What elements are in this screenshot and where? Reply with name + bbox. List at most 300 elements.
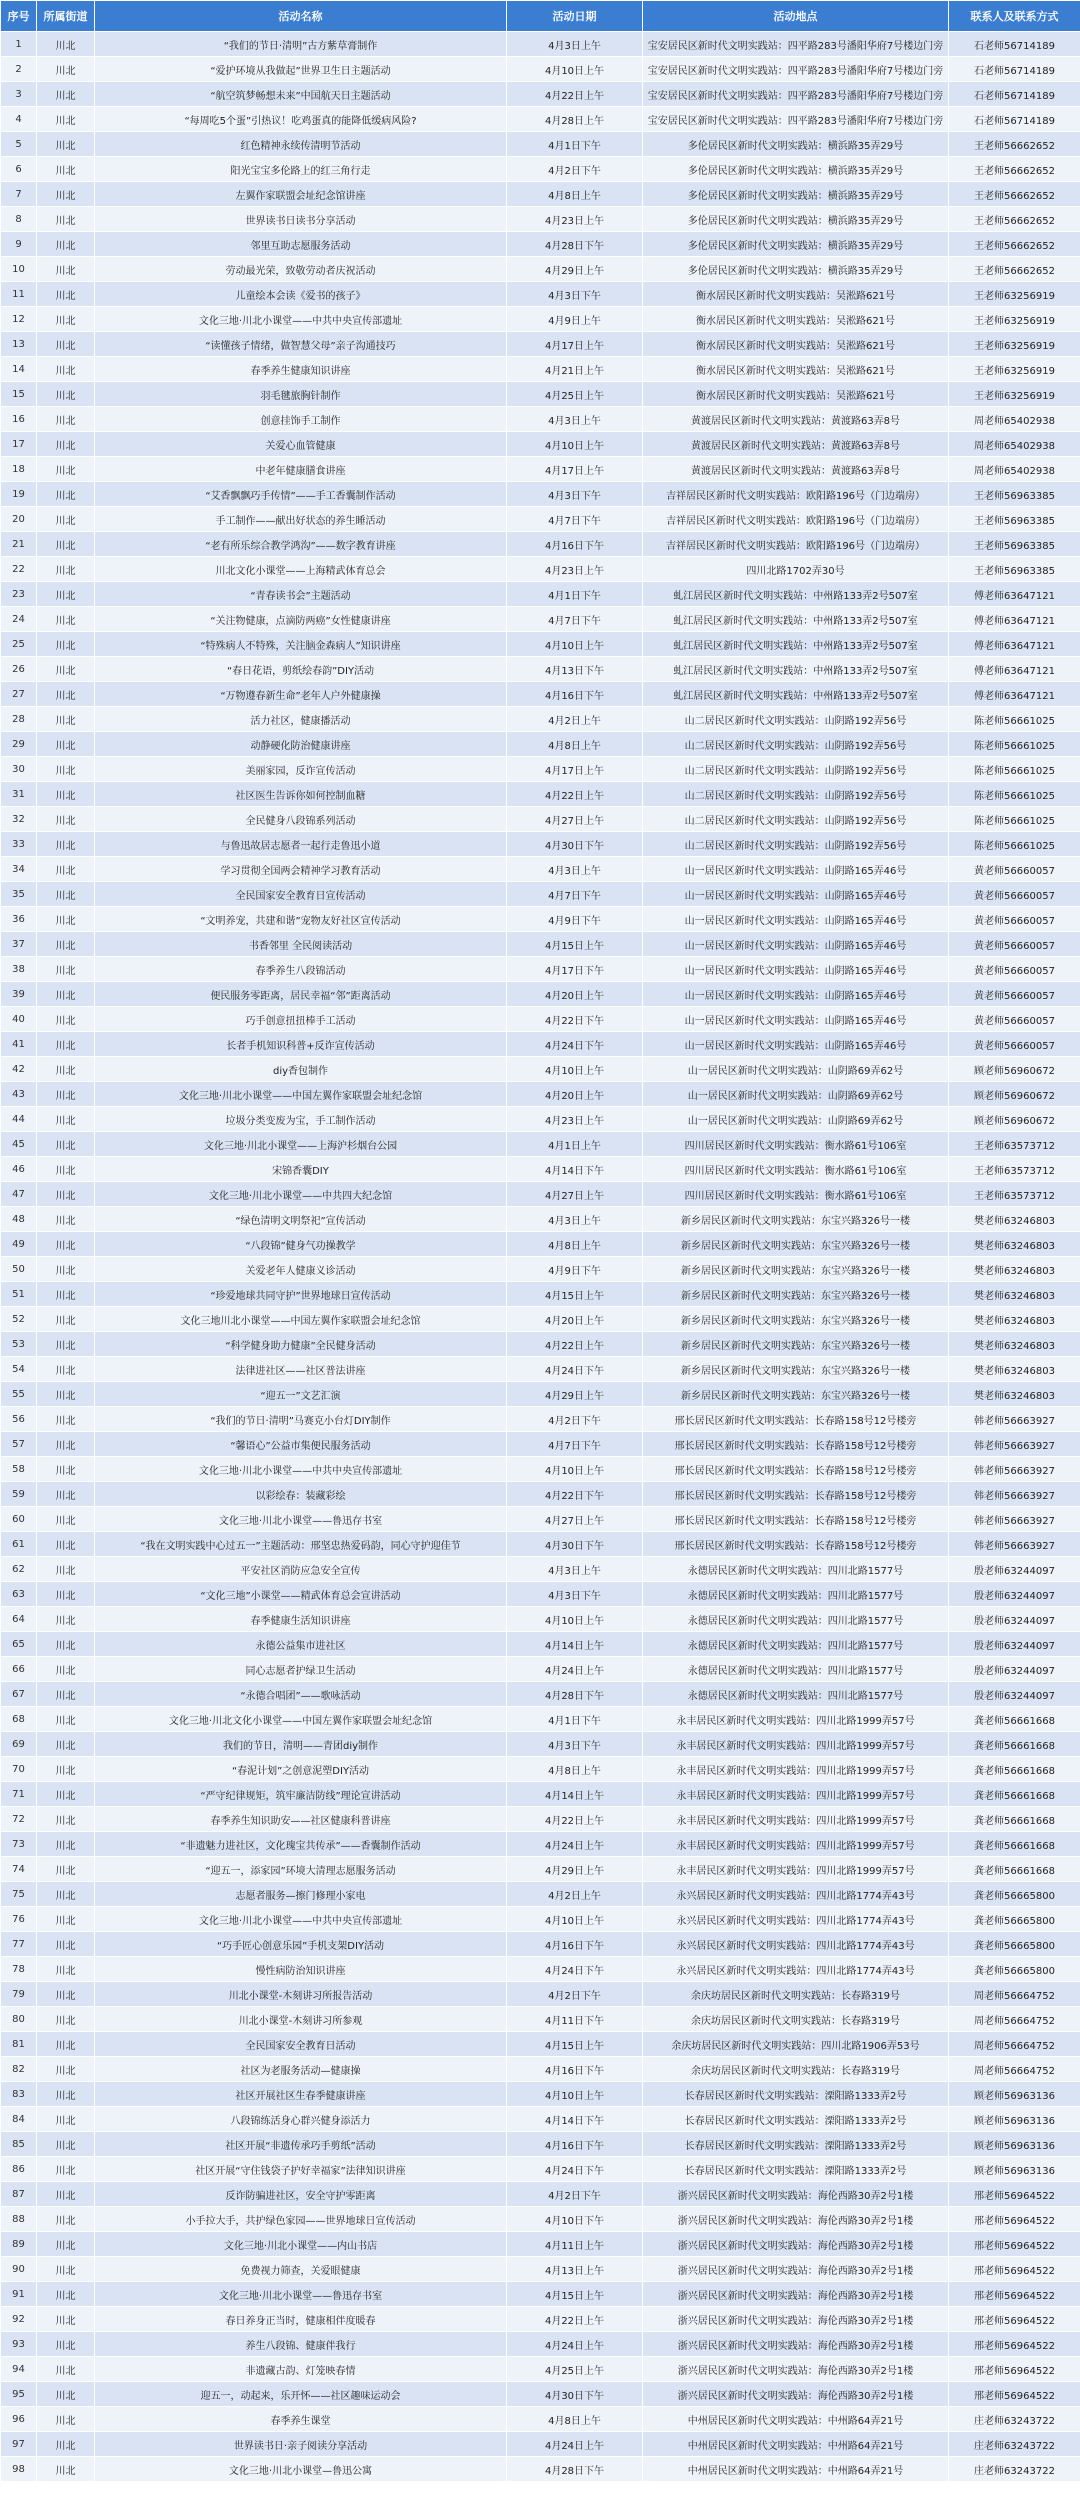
cell-street: 川北 <box>37 282 95 307</box>
cell-activity-date: 4月7日下午 <box>507 882 643 907</box>
cell-street: 川北 <box>37 2307 95 2332</box>
cell-activity-location: 山一居民区新时代文明实践站：山阴路165弄46号 <box>643 982 949 1007</box>
cell-serial: 57 <box>1 1432 37 1457</box>
cell-serial: 68 <box>1 1707 37 1732</box>
cell-street: 川北 <box>37 807 95 832</box>
cell-activity-location: 宝安居民区新时代文明实践站：四平路283号潘阳华府7号楼边门旁 <box>643 32 949 57</box>
cell-street: 川北 <box>37 2407 95 2432</box>
cell-serial: 26 <box>1 657 37 682</box>
cell-activity-location: 余庆坊居民区新时代文明实践站：长春路319号 <box>643 2007 949 2032</box>
cell-activity-date: 4月16日下午 <box>507 2132 643 2157</box>
cell-serial: 27 <box>1 682 37 707</box>
table-row <box>1 2057 1080 2082</box>
cell-activity-name: 文化三地·川北小课堂——中共中央宣传部遗址 <box>95 1907 507 1932</box>
cell-contact: 王老师63256919 <box>949 332 1080 357</box>
table-row <box>1 2082 1080 2107</box>
cell-contact: 顾老师56963136 <box>949 2082 1080 2107</box>
cell-activity-name: 儿童绘本会读《爱书的孩子》 <box>95 282 507 307</box>
table-row <box>1 982 1080 1007</box>
cell-activity-date: 4月3日下午 <box>507 1582 643 1607</box>
cell-street: 川北 <box>37 857 95 882</box>
cell-street: 川北 <box>37 2257 95 2282</box>
cell-activity-name: 迎五一，动起来，乐开怀——社区趣味运动会 <box>95 2382 507 2407</box>
cell-street: 川北 <box>37 432 95 457</box>
cell-activity-name: “老有所乐综合教学鸿沟”——数字教育讲座 <box>95 532 507 557</box>
header-activity-location: 活动地点 <box>643 1 949 32</box>
table-row <box>1 57 1080 82</box>
cell-serial: 92 <box>1 2307 37 2332</box>
cell-contact: 龚老师56661668 <box>949 1807 1080 1832</box>
cell-contact: 殷老师63244097 <box>949 1682 1080 1707</box>
cell-street: 川北 <box>37 1957 95 1982</box>
cell-activity-date: 4月2日上午 <box>507 1882 643 1907</box>
cell-street: 川北 <box>37 332 95 357</box>
cell-serial: 97 <box>1 2432 37 2457</box>
cell-activity-location: 宝安居民区新时代文明实践站：四平路283号潘阳华府7号楼边门旁 <box>643 107 949 132</box>
cell-activity-location: 虬江居民区新时代文明实践站：中州路133弄2号507室 <box>643 607 949 632</box>
cell-activity-location: 多伦居民区新时代文明实践站：横浜路35弄29号 <box>643 232 949 257</box>
table-row <box>1 357 1080 382</box>
cell-serial: 55 <box>1 1382 37 1407</box>
cell-activity-date: 4月17日上午 <box>507 757 643 782</box>
cell-activity-name: 学习贯彻全国两会精神学习教育活动 <box>95 857 507 882</box>
cell-serial: 52 <box>1 1307 37 1332</box>
cell-contact: 傅老师63647121 <box>949 607 1080 632</box>
cell-activity-name: 文化三地·川北文化小课堂——中国左翼作家联盟会址纪念馆 <box>95 1707 507 1732</box>
cell-activity-name: 宋锦香囊DIY <box>95 1157 507 1182</box>
cell-activity-date: 4月17日下午 <box>507 957 643 982</box>
cell-activity-name: 与鲁迅故居志愿者一起行走鲁迅小道 <box>95 832 507 857</box>
cell-street: 川北 <box>37 1232 95 1257</box>
cell-contact: 王老师63256919 <box>949 382 1080 407</box>
cell-activity-name: 川北小课堂-木刻讲习所报告活动 <box>95 1982 507 2007</box>
cell-street: 川北 <box>37 132 95 157</box>
cell-contact: 邢老师56964522 <box>949 2307 1080 2332</box>
cell-activity-date: 4月24日下午 <box>507 1957 643 1982</box>
cell-serial: 2 <box>1 57 37 82</box>
cell-activity-date: 4月8日上午 <box>507 732 643 757</box>
cell-contact: 傅老师63647121 <box>949 682 1080 707</box>
cell-serial: 51 <box>1 1282 37 1307</box>
cell-street: 川北 <box>37 2132 95 2157</box>
cell-activity-name: 活力社区，健康播活动 <box>95 707 507 732</box>
cell-activity-location: 山一居民区新时代文明实践站：山阴路69弄62号 <box>643 1107 949 1132</box>
cell-activity-location: 永德居民区新时代文明实践站：四川北路1577号 <box>643 1607 949 1632</box>
cell-street: 川北 <box>37 407 95 432</box>
cell-serial: 96 <box>1 2407 37 2432</box>
cell-activity-date: 4月2日上午 <box>507 707 643 732</box>
cell-serial: 74 <box>1 1857 37 1882</box>
cell-serial: 94 <box>1 2357 37 2382</box>
cell-serial: 81 <box>1 2032 37 2057</box>
cell-activity-location: 山二居民区新时代文明实践站：山阴路192弄56号 <box>643 732 949 757</box>
cell-contact: 陈老师56661025 <box>949 807 1080 832</box>
cell-contact: 王老师63573712 <box>949 1182 1080 1207</box>
header-contact: 联系人及联系方式 <box>949 1 1080 32</box>
cell-contact: 王老师63573712 <box>949 1157 1080 1182</box>
cell-activity-date: 4月9日下午 <box>507 907 643 932</box>
cell-activity-date: 4月21日上午 <box>507 357 643 382</box>
cell-activity-name: “读懂孩子情绪，做智慧父母”亲子沟通技巧 <box>95 332 507 357</box>
cell-serial: 60 <box>1 1507 37 1532</box>
cell-street: 川北 <box>37 2232 95 2257</box>
cell-activity-name: 文化三地·川北小课堂——鲁迅存书室 <box>95 2282 507 2307</box>
cell-activity-date: 4月27日上午 <box>507 1507 643 1532</box>
table-row <box>1 257 1080 282</box>
cell-contact: 傅老师63647121 <box>949 632 1080 657</box>
cell-serial: 47 <box>1 1182 37 1207</box>
cell-activity-location: 永德居民区新时代文明实践站：四川北路1577号 <box>643 1557 949 1582</box>
table-row <box>1 2157 1080 2182</box>
cell-serial: 43 <box>1 1082 37 1107</box>
cell-activity-location: 新乡居民区新时代文明实践站：东宝兴路326号一楼 <box>643 1232 949 1257</box>
cell-activity-name: “文化三地”小课堂——精武体育总会宣讲活动 <box>95 1582 507 1607</box>
cell-serial: 58 <box>1 1457 37 1482</box>
cell-serial: 70 <box>1 1757 37 1782</box>
table-row <box>1 1732 1080 1757</box>
cell-activity-location: 永德居民区新时代文明实践站：四川北路1577号 <box>643 1682 949 1707</box>
cell-serial: 61 <box>1 1532 37 1557</box>
cell-serial: 24 <box>1 607 37 632</box>
cell-activity-name: “馨语心”公益市集便民服务活动 <box>95 1432 507 1457</box>
cell-street: 川北 <box>37 1032 95 1057</box>
cell-serial: 90 <box>1 2257 37 2282</box>
table-row <box>1 1507 1080 1532</box>
table-row <box>1 1382 1080 1407</box>
cell-activity-location: 多伦居民区新时代文明实践站：横浜路35弄29号 <box>643 182 949 207</box>
cell-street: 川北 <box>37 307 95 332</box>
cell-activity-name: 美丽家园，反诈宣传活动 <box>95 757 507 782</box>
cell-serial: 50 <box>1 1257 37 1282</box>
cell-activity-location: 新乡居民区新时代文明实践站：东宝兴路326号一楼 <box>643 1307 949 1332</box>
cell-activity-date: 4月3日上午 <box>507 1207 643 1232</box>
cell-activity-date: 4月11日下午 <box>507 2007 643 2032</box>
cell-street: 川北 <box>37 1357 95 1382</box>
cell-activity-location: 山二居民区新时代文明实践站：山阴路192弄56号 <box>643 707 949 732</box>
cell-activity-location: 四川居民区新时代文明实践站：衡水路61号106室 <box>643 1182 949 1207</box>
cell-contact: 陈老师56661025 <box>949 782 1080 807</box>
cell-street: 川北 <box>37 507 95 532</box>
cell-activity-location: 四川北路1702弄30号 <box>643 557 949 582</box>
cell-serial: 79 <box>1 1982 37 2007</box>
cell-activity-name: “巧手匠心创意乐园”手机支架DIY活动 <box>95 1932 507 1957</box>
table-row <box>1 2432 1080 2457</box>
cell-activity-date: 4月10日上午 <box>507 432 643 457</box>
cell-activity-location: 永兴居民区新时代文明实践站：四川北路1774弄43号 <box>643 1882 949 1907</box>
cell-contact: 王老师56662652 <box>949 132 1080 157</box>
cell-activity-name: 社区开展“非遗传承巧手剪纸”活动 <box>95 2132 507 2157</box>
cell-serial: 12 <box>1 307 37 332</box>
cell-contact: 顾老师56963136 <box>949 2107 1080 2132</box>
cell-contact: 石老师56714189 <box>949 57 1080 82</box>
cell-activity-name: “春日花语，剪纸绘春韵”DIY活动 <box>95 657 507 682</box>
table-row <box>1 582 1080 607</box>
cell-activity-location: 多伦居民区新时代文明实践站：横浜路35弄29号 <box>643 157 949 182</box>
table-row <box>1 2182 1080 2207</box>
cell-street: 川北 <box>37 1782 95 1807</box>
cell-activity-name: 文化三地·川北小课堂—鲁迅公寓 <box>95 2457 507 2482</box>
cell-activity-location: 中州居民区新时代文明实践站：中州路64弄21号 <box>643 2432 949 2457</box>
cell-serial: 66 <box>1 1657 37 1682</box>
cell-activity-date: 4月20日上午 <box>507 1082 643 1107</box>
cell-contact: 黄老师56660057 <box>949 982 1080 1007</box>
cell-contact: 陈老师56661025 <box>949 757 1080 782</box>
cell-activity-location: 山一居民区新时代文明实践站：山阴路69弄62号 <box>643 1057 949 1082</box>
cell-activity-name: “迎五一”文艺汇演 <box>95 1382 507 1407</box>
cell-serial: 64 <box>1 1607 37 1632</box>
cell-contact: 王老师56662652 <box>949 182 1080 207</box>
table-row <box>1 932 1080 957</box>
cell-serial: 1 <box>1 32 37 57</box>
cell-contact: 韩老师56663927 <box>949 1457 1080 1482</box>
cell-serial: 39 <box>1 982 37 1007</box>
cell-activity-date: 4月17日上午 <box>507 457 643 482</box>
cell-contact: 黄老师56660057 <box>949 907 1080 932</box>
cell-activity-date: 4月25日上午 <box>507 2357 643 2382</box>
cell-street: 川北 <box>37 607 95 632</box>
cell-street: 川北 <box>37 1507 95 1532</box>
cell-activity-name: “严守纪律规矩，筑牢廉洁防线”理论宣讲活动 <box>95 1782 507 1807</box>
table-row <box>1 1957 1080 1982</box>
cell-activity-name: 永德公益集市进社区 <box>95 1632 507 1657</box>
table-row <box>1 1757 1080 1782</box>
cell-activity-location: 余庆坊居民区新时代文明实践站：四川北路1906弄53号 <box>643 2032 949 2057</box>
cell-street: 川北 <box>37 2082 95 2107</box>
cell-activity-date: 4月16日下午 <box>507 2057 643 2082</box>
cell-activity-location: 多伦居民区新时代文明实践站：横浜路35弄29号 <box>643 207 949 232</box>
table-row <box>1 2332 1080 2357</box>
cell-serial: 71 <box>1 1782 37 1807</box>
cell-contact: 龚老师56665800 <box>949 1882 1080 1907</box>
table-row <box>1 2407 1080 2432</box>
cell-activity-date: 4月29日上午 <box>507 257 643 282</box>
table-row <box>1 1107 1080 1132</box>
cell-activity-location: 永丰居民区新时代文明实践站：四川北路1999弄57号 <box>643 1757 949 1782</box>
table-row <box>1 1282 1080 1307</box>
cell-activity-location: 余庆坊居民区新时代文明实践站：长春路319号 <box>643 1982 949 2007</box>
table-row <box>1 782 1080 807</box>
cell-contact: 殷老师63244097 <box>949 1557 1080 1582</box>
cell-activity-date: 4月24日上午 <box>507 2432 643 2457</box>
cell-serial: 67 <box>1 1682 37 1707</box>
cell-activity-date: 4月3日上午 <box>507 1557 643 1582</box>
cell-street: 川北 <box>37 832 95 857</box>
table-row <box>1 507 1080 532</box>
cell-activity-name: “八段锦”健身气功操教学 <box>95 1232 507 1257</box>
cell-activity-location: 浙兴居民区新时代文明实践站：海伦西路30弄2号1楼 <box>643 2232 949 2257</box>
cell-street: 川北 <box>37 1807 95 1832</box>
table-body <box>1 32 1080 2482</box>
cell-contact: 周老师65402938 <box>949 407 1080 432</box>
cell-serial: 73 <box>1 1832 37 1857</box>
cell-activity-location: 吉祥居民区新时代文明实践站：欧阳路196号（门边端房） <box>643 482 949 507</box>
cell-activity-location: 永丰居民区新时代文明实践站：四川北路1999弄57号 <box>643 1732 949 1757</box>
cell-street: 川北 <box>37 2382 95 2407</box>
table-row <box>1 857 1080 882</box>
cell-contact: 龚老师56665800 <box>949 1957 1080 1982</box>
cell-contact: 王老师56963385 <box>949 507 1080 532</box>
cell-activity-date: 4月16日下午 <box>507 1932 643 1957</box>
cell-activity-date: 4月10日上午 <box>507 2082 643 2107</box>
table-row <box>1 2107 1080 2132</box>
cell-contact: 殷老师63244097 <box>949 1657 1080 1682</box>
cell-activity-location: 黄渡居民区新时代文明实践站：黄渡路63弄8号 <box>643 457 949 482</box>
cell-activity-name: “我们的节日·清明”古方紫草膏制作 <box>95 32 507 57</box>
cell-street: 川北 <box>37 2107 95 2132</box>
cell-activity-location: 虬江居民区新时代文明实践站：中州路133弄2号507室 <box>643 632 949 657</box>
table-row <box>1 1932 1080 1957</box>
table-row <box>1 2132 1080 2157</box>
cell-activity-name: “每周吃5个蛋”引热议！吃鸡蛋真的能降低缓病风险? <box>95 107 507 132</box>
table-row <box>1 207 1080 232</box>
cell-activity-location: 多伦居民区新时代文明实践站：横浜路35弄29号 <box>643 257 949 282</box>
cell-street: 川北 <box>37 707 95 732</box>
cell-activity-location: 四川居民区新时代文明实践站：衡水路61号106室 <box>643 1132 949 1157</box>
cell-activity-location: 衡水居民区新时代文明实践站：吴淞路621号 <box>643 332 949 357</box>
cell-street: 川北 <box>37 257 95 282</box>
cell-street: 川北 <box>37 2357 95 2382</box>
cell-activity-name: “我在文明实践中心过五一”主题活动：邢坚忠热爱码韵，同心守护迎佳节 <box>95 1532 507 1557</box>
cell-serial: 87 <box>1 2182 37 2207</box>
cell-activity-name: 邻里互助志愿服务活动 <box>95 232 507 257</box>
table-row <box>1 2207 1080 2232</box>
cell-activity-name: 全民国家安全教育日宣传活动 <box>95 882 507 907</box>
cell-activity-name: 文化三地·川北小课堂——中共中央宣传部遗址 <box>95 1457 507 1482</box>
cell-serial: 28 <box>1 707 37 732</box>
table-row <box>1 1057 1080 1082</box>
cell-activity-date: 4月7日下午 <box>507 1432 643 1457</box>
cell-activity-location: 山一居民区新时代文明实践站：山阴路165弄46号 <box>643 1007 949 1032</box>
cell-serial: 17 <box>1 432 37 457</box>
cell-activity-date: 4月8日上午 <box>507 182 643 207</box>
cell-street: 川北 <box>37 932 95 957</box>
cell-activity-name: 关爱老年人健康义诊活动 <box>95 1257 507 1282</box>
cell-street: 川北 <box>37 1332 95 1357</box>
cell-activity-date: 4月29日上午 <box>507 1857 643 1882</box>
cell-serial: 9 <box>1 232 37 257</box>
table-row <box>1 707 1080 732</box>
cell-activity-date: 4月22日上午 <box>507 782 643 807</box>
cell-activity-location: 山一居民区新时代文明实践站：山阴路165弄46号 <box>643 957 949 982</box>
cell-street: 川北 <box>37 1732 95 1757</box>
cell-activity-location: 永丰居民区新时代文明实践站：四川北路1999弄57号 <box>643 1832 949 1857</box>
cell-contact: 周老师56664752 <box>949 1982 1080 2007</box>
cell-activity-name: 社区医生告诉你如何控制血糖 <box>95 782 507 807</box>
table-row <box>1 332 1080 357</box>
table-row <box>1 2457 1080 2482</box>
cell-contact: 陈老师56661025 <box>949 707 1080 732</box>
cell-contact: 黄老师56660057 <box>949 882 1080 907</box>
cell-activity-name: 巧手创意扭扭棒手工活动 <box>95 1007 507 1032</box>
cell-street: 川北 <box>37 1007 95 1032</box>
cell-activity-location: 永德居民区新时代文明实践站：四川北路1577号 <box>643 1632 949 1657</box>
cell-activity-date: 4月3日上午 <box>507 857 643 882</box>
cell-serial: 77 <box>1 1932 37 1957</box>
table-row <box>1 182 1080 207</box>
cell-activity-location: 长春居民区新时代文明实践站：溧阳路1333弄2号 <box>643 2082 949 2107</box>
header-activity-date: 活动日期 <box>507 1 643 32</box>
cell-serial: 48 <box>1 1207 37 1232</box>
cell-serial: 33 <box>1 832 37 857</box>
cell-serial: 18 <box>1 457 37 482</box>
cell-activity-date: 4月15日上午 <box>507 932 643 957</box>
cell-activity-name: “爱护环境从我做起”世界卫生日主题活动 <box>95 57 507 82</box>
table-row <box>1 607 1080 632</box>
cell-activity-date: 4月10日上午 <box>507 57 643 82</box>
cell-street: 川北 <box>37 1307 95 1332</box>
cell-activity-location: 虬江居民区新时代文明实践站：中州路133弄2号507室 <box>643 657 949 682</box>
cell-contact: 傅老师63647121 <box>949 582 1080 607</box>
cell-activity-name: 羽毛毽旅胸针制作 <box>95 382 507 407</box>
cell-activity-name: 关爱心血管健康 <box>95 432 507 457</box>
table-row <box>1 1357 1080 1382</box>
table-row <box>1 1557 1080 1582</box>
table-row <box>1 482 1080 507</box>
cell-activity-location: 宝安居民区新时代文明实践站：四平路283号潘阳华府7号楼边门旁 <box>643 57 949 82</box>
table-row <box>1 107 1080 132</box>
cell-activity-location: 长春居民区新时代文明实践站：溧阳路1333弄2号 <box>643 2157 949 2182</box>
cell-serial: 82 <box>1 2057 37 2082</box>
table-row <box>1 1082 1080 1107</box>
cell-serial: 56 <box>1 1407 37 1432</box>
cell-street: 川北 <box>37 2457 95 2482</box>
cell-activity-name: 书香邻里 全民阅读活动 <box>95 932 507 957</box>
table-row <box>1 2007 1080 2032</box>
cell-serial: 31 <box>1 782 37 807</box>
cell-serial: 40 <box>1 1007 37 1032</box>
cell-activity-date: 4月24日上午 <box>507 1657 643 1682</box>
cell-street: 川北 <box>37 1982 95 2007</box>
cell-activity-date: 4月30日下午 <box>507 832 643 857</box>
cell-street: 川北 <box>37 2207 95 2232</box>
cell-street: 川北 <box>37 1557 95 1582</box>
cell-contact: 王老师56662652 <box>949 207 1080 232</box>
cell-activity-location: 浙兴居民区新时代文明实践站：海伦西路30弄2号1楼 <box>643 2307 949 2332</box>
cell-street: 川北 <box>37 2032 95 2057</box>
cell-activity-date: 4月29日上午 <box>507 1382 643 1407</box>
cell-activity-name: “非遗魅力进社区，文化瑰宝共传承”——香囊制作活动 <box>95 1832 507 1857</box>
cell-street: 川北 <box>37 57 95 82</box>
cell-activity-name: 平安社区消防应急安全宣传 <box>95 1557 507 1582</box>
cell-street: 川北 <box>37 2332 95 2357</box>
cell-contact: 龚老师56661668 <box>949 1732 1080 1757</box>
cell-activity-date: 4月15日上午 <box>507 2032 643 2057</box>
cell-contact: 韩老师56663927 <box>949 1432 1080 1457</box>
cell-activity-date: 4月1日上午 <box>507 1132 643 1157</box>
cell-street: 川北 <box>37 1907 95 1932</box>
cell-contact: 王老师56662652 <box>949 257 1080 282</box>
table-row <box>1 2357 1080 2382</box>
cell-contact: 樊老师63246803 <box>949 1282 1080 1307</box>
cell-contact: 陈老师56661025 <box>949 732 1080 757</box>
cell-activity-name: “关注物健康，点滴防两癌”女性健康讲座 <box>95 607 507 632</box>
cell-activity-date: 4月22日上午 <box>507 2307 643 2332</box>
cell-contact: 陈老师56661025 <box>949 832 1080 857</box>
table-row <box>1 1207 1080 1232</box>
cell-activity-date: 4月14日上午 <box>507 1782 643 1807</box>
cell-contact: 樊老师63246803 <box>949 1357 1080 1382</box>
cell-activity-date: 4月22日上午 <box>507 1332 643 1357</box>
cell-serial: 15 <box>1 382 37 407</box>
table-row <box>1 1857 1080 1882</box>
cell-serial: 88 <box>1 2207 37 2232</box>
cell-serial: 29 <box>1 732 37 757</box>
table-row <box>1 1532 1080 1557</box>
cell-street: 川北 <box>37 907 95 932</box>
cell-serial: 8 <box>1 207 37 232</box>
cell-activity-location: 宝安居民区新时代文明实践站：四平路283号潘阳华府7号楼边门旁 <box>643 82 949 107</box>
cell-activity-name: 社区为老服务活动—健康操 <box>95 2057 507 2082</box>
